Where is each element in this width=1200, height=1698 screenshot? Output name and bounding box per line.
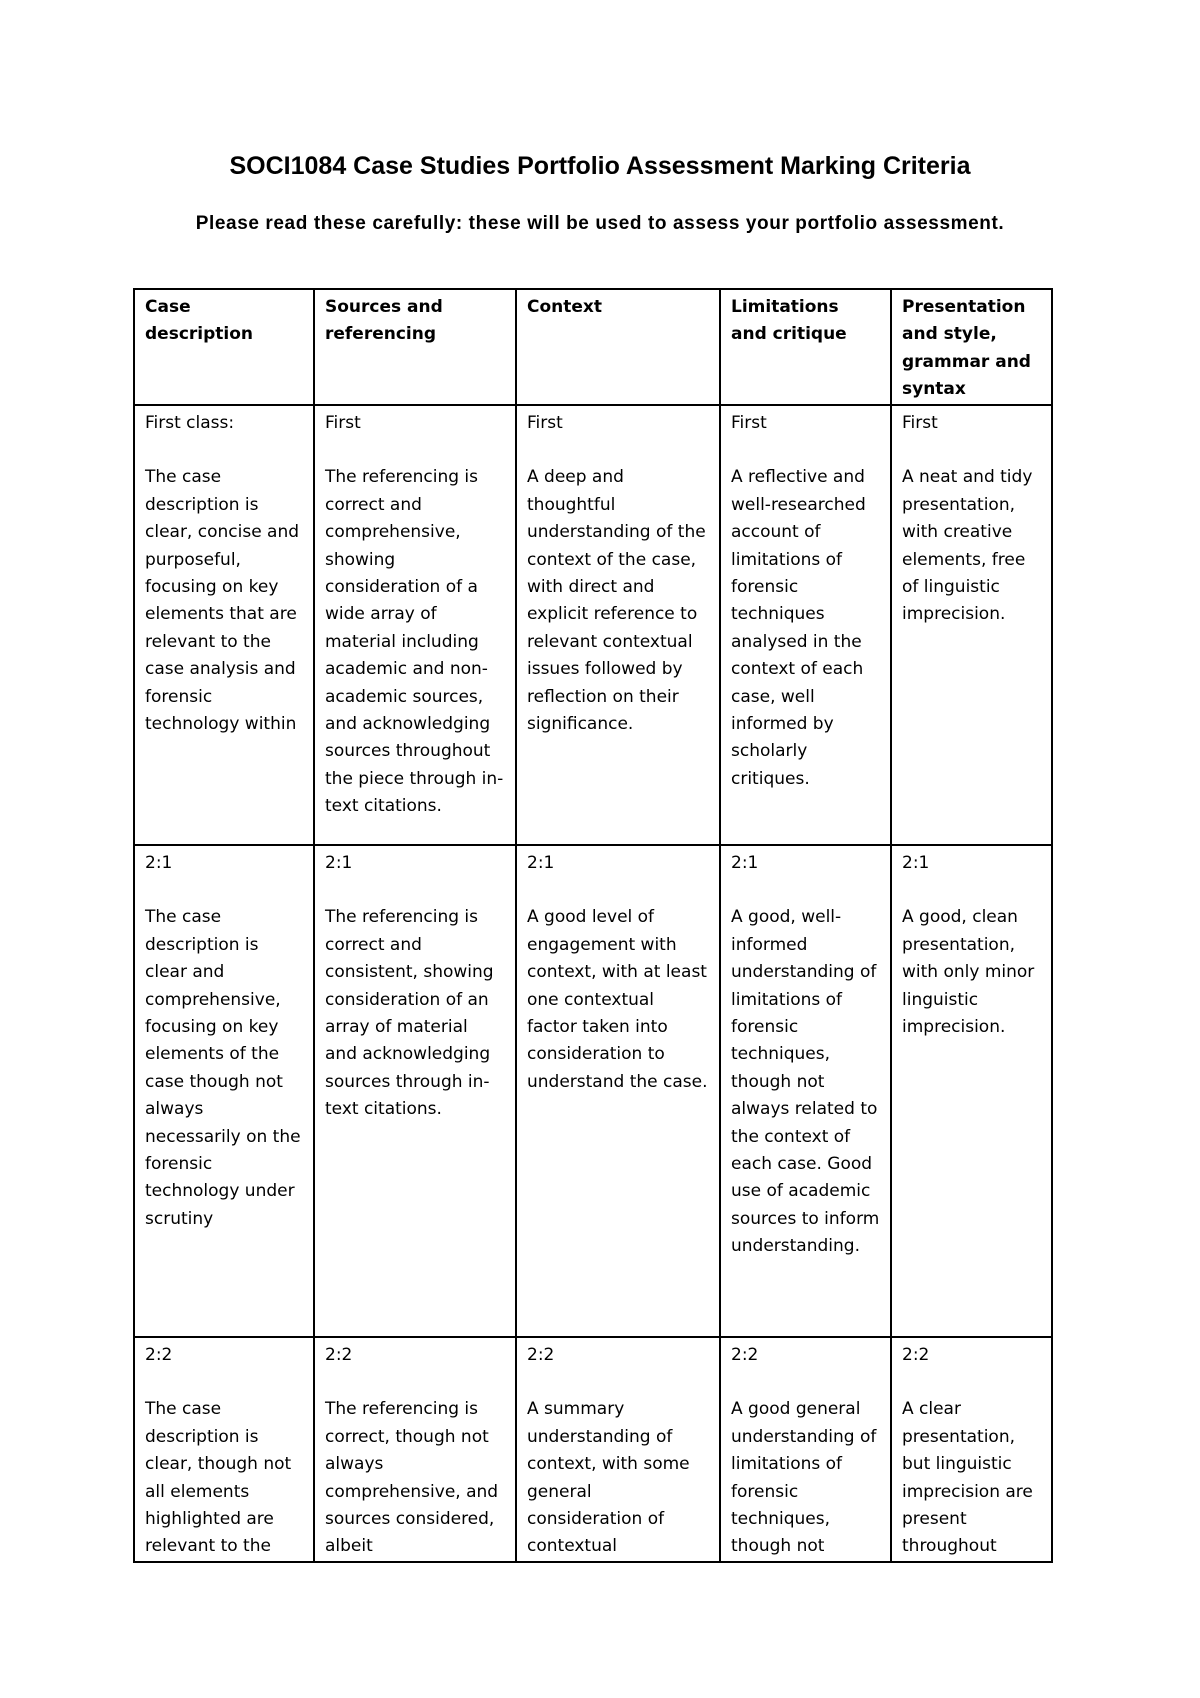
cell-case-description bbox=[134, 845, 314, 1337]
grade-label: First bbox=[527, 412, 563, 433]
grade-label: 2:2 bbox=[325, 1344, 353, 1365]
criteria-text: The referencing is correct and consistent, showing consideration of an array of material and acknowledging sources through in-text citations. bbox=[325, 907, 494, 1120]
cell-presentation-style bbox=[891, 1337, 1052, 1562]
header-case-description: Case description bbox=[134, 289, 314, 405]
criteria-text: The case description is clear, though not all elements highlighted are relevant to the bbox=[145, 1399, 292, 1557]
table-row-2-2 bbox=[134, 1337, 1052, 1562]
table-row-2-1 bbox=[134, 845, 1052, 1337]
grade-label: 2:1 bbox=[902, 852, 930, 873]
grade-label: 2:1 bbox=[527, 852, 555, 873]
criteria-text: A summary understanding of context, with some general consideration of contextual bbox=[527, 1399, 690, 1557]
header-limitations-critique: Limitations and critique bbox=[720, 289, 891, 405]
criteria-text: A reflective and well-researched account of limitations of forensic techniques analysed in the context of each case, well informed by scholarly critiques. bbox=[731, 467, 866, 789]
cell-limitations-critique bbox=[720, 405, 891, 845]
criteria-text: A neat and tidy presentation, with creative elements, free of linguistic imprecision. bbox=[902, 467, 1033, 625]
grade-label: First bbox=[731, 412, 767, 433]
criteria-text: A good general understanding of limitations of forensic techniques, though not bbox=[731, 1399, 877, 1557]
cell-sources-referencing bbox=[314, 845, 516, 1337]
criteria-text: A clear presentation, but linguistic imprecision are present throughout bbox=[902, 1399, 1033, 1557]
document-subtitle: Please read these carefully: these will be used to assess your portfolio assessment. bbox=[195, 213, 1005, 234]
criteria-text: A good, well-informed understanding of limitations of forensic techniques, though not always related to the context of each case. Good use of academic sources to inform understanding. bbox=[731, 907, 880, 1257]
marking-criteria-table bbox=[133, 288, 1053, 1563]
grade-label: 2:2 bbox=[145, 1344, 173, 1365]
grade-label: 2:2 bbox=[527, 1344, 555, 1365]
cell-context bbox=[516, 1337, 720, 1562]
grade-label: First bbox=[902, 412, 938, 433]
grade-label: 2:2 bbox=[731, 1344, 759, 1365]
criteria-text: The referencing is correct and comprehensive, showing consideration of a wide array of material including academic and non-academic sources, and acknowledging sources throughout the piece through in-text citations. bbox=[325, 467, 504, 817]
grade-label: First bbox=[325, 412, 361, 433]
criteria-text: A deep and thoughtful understanding of the context of the case, with direct and explicit reference to relevant contextual issues followed by reflection on their significance. bbox=[527, 467, 706, 735]
grade-label: 2:1 bbox=[145, 852, 173, 873]
cell-case-description bbox=[134, 1337, 314, 1562]
cell-context bbox=[516, 845, 720, 1337]
cell-case-description bbox=[134, 405, 314, 845]
table-header-row bbox=[134, 289, 1052, 405]
table-row-first-class bbox=[134, 405, 1052, 845]
cell-sources-referencing bbox=[314, 405, 516, 845]
cell-limitations-critique bbox=[720, 1337, 891, 1562]
cell-presentation-style bbox=[891, 405, 1052, 845]
criteria-text: The referencing is correct, though not always comprehensive, and sources considered, albeit bbox=[325, 1399, 499, 1557]
header-sources-referencing: Sources and referencing bbox=[314, 289, 516, 405]
criteria-text: A good, clean presentation, with only minor linguistic imprecision. bbox=[902, 907, 1035, 1038]
cell-sources-referencing bbox=[314, 1337, 516, 1562]
grade-label: 2:2 bbox=[902, 1344, 930, 1365]
criteria-text: A good level of engagement with context, with at least one contextual factor taken into consideration to understand the case. bbox=[527, 907, 708, 1092]
criteria-text: The case description is clear and comprehensive, focusing on key elements of the case though not always necessarily on the forensic technology under scrutiny bbox=[145, 907, 301, 1229]
cell-context bbox=[516, 405, 720, 845]
cell-presentation-style bbox=[891, 845, 1052, 1337]
grade-label: First class: bbox=[145, 412, 235, 433]
header-context: Context bbox=[516, 289, 720, 405]
criteria-text: The case description is clear, concise and purposeful, focusing on key elements that are relevant to the case analysis and forensic technology within bbox=[145, 467, 300, 735]
grade-label: 2:1 bbox=[731, 852, 759, 873]
document-title: SOCI1084 Case Studies Portfolio Assessment Marking Criteria bbox=[229, 152, 971, 180]
grade-label: 2:1 bbox=[325, 852, 353, 873]
header-presentation-style: Presentation and style, grammar and syntax bbox=[891, 289, 1052, 405]
cell-limitations-critique bbox=[720, 845, 891, 1337]
